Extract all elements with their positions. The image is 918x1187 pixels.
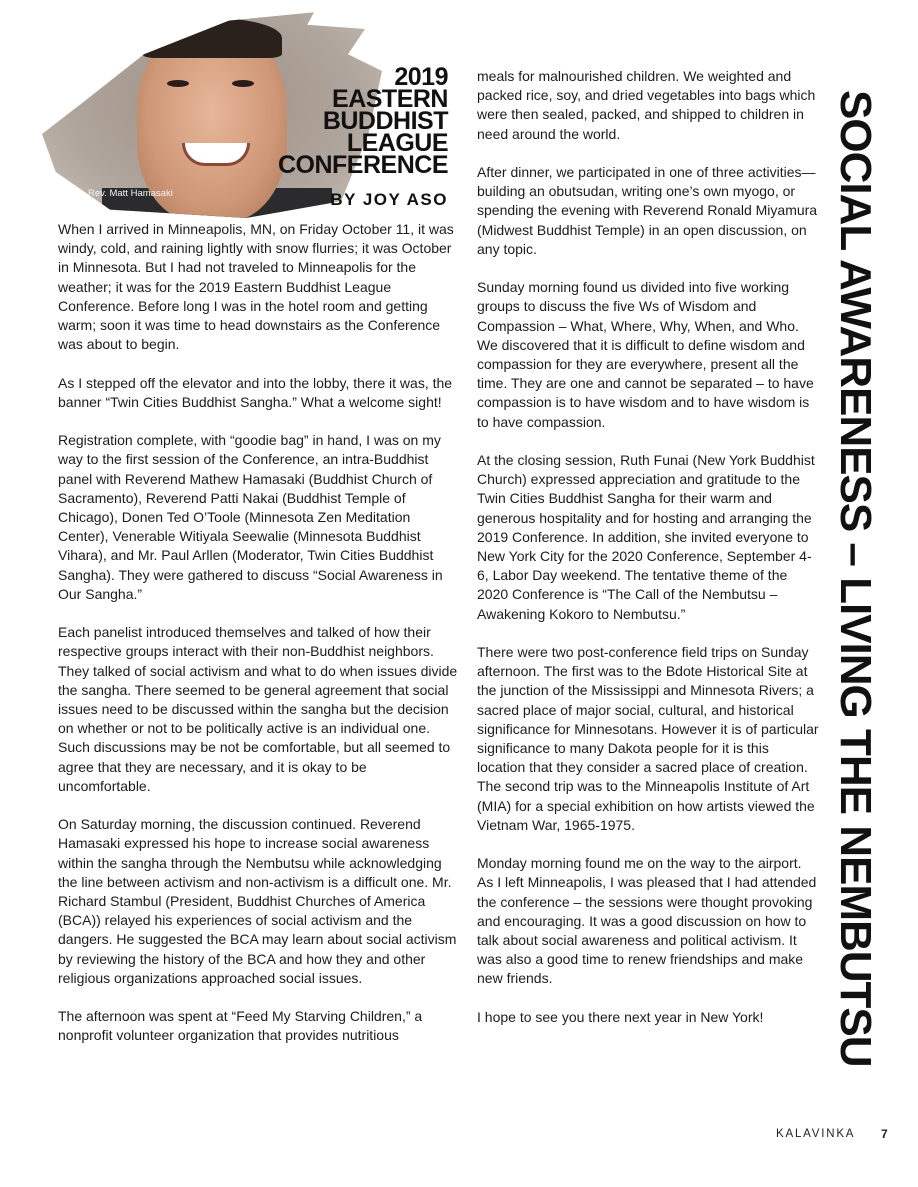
photo-eye [167, 80, 189, 87]
publication-name: KALAVINKA [776, 1128, 856, 1140]
title-line: 2019 [394, 63, 448, 91]
title-line: EASTERN [332, 85, 448, 113]
photo-caption: Rev. Matt Hamasaki [88, 188, 173, 199]
paragraph: At the closing session, Ruth Funai (New York Buddhist Church) expressed appreciation and gratitude to the Twin Cities Buddhist Sangha for their warm and generous hospitality and for hosting and arranging the 2019 Conference. In addition, she invited everyone to New York City for the 2020 Conference, September 4-6, Labor Day weekend. The tentative theme of the 2020 Conference is “The Call of the Nembutsu – Awakening Kokoro to Nembutsu.” [477, 452, 815, 622]
byline: BY JOY ASO [330, 190, 448, 209]
paragraph: Each panelist introduced themselves and talked of how their respective groups interact with their non-Buddhist neighbors. They talked of social activism and what to do when issues divide the sangha. There seemed to be general agreement that social issues need to be discussed within the sangha but the decision on whether or not to be politically active is an individual one. Such discussions may be not be comfortable, but all seemed to agree that they are necessary, and it is okay to be uncomfortable. [58, 624, 458, 794]
article-title [277, 63, 448, 179]
title-line: CONFERENCE [277, 151, 448, 179]
paragraph: The afternoon was spent at “Feed My Starving Children,” a nonprofit volunteer organization that provides nutritious [58, 1008, 423, 1044]
paragraph: Registration complete, with “goodie bag” in hand, I was on my way to the first session of the Conference, an intra-Buddhist panel with Reverend Mathew Hamasaki (Buddhist Church of Sacramento), Reverend Patti Nakai (Buddhist Temple of Chicago), Donen Ted O’Toole (Minnesota Zen Meditation Center), Venerable Witiyala Seewalie (Minnesota Buddhist Vihara), and Mr. Paul Arllen (Moderator, Twin Cities Buddhist Sangha). They were gathered to discuss “Social Awareness in Our Sangha.” [58, 432, 443, 602]
paragraph: meals for malnourished children. We weighted and packed rice, soy, and dried vegetables into bags which were then sealed, packed, and shipped to children in need around the world. [477, 68, 816, 142]
left-column [58, 220, 458, 1065]
paragraph: I hope to see you there next year in New York! [477, 1008, 764, 1025]
paragraph: There were two post-conference field trips on Sunday afternoon. The first was to the Bdote Historical Site at the junction of the Mississippi and Minnesota Rivers; a sacred place of major social, cultural, and historical significance for Minnesotans. However it is of particular significance to many Dakota people for it is this location that they consider a sacred place of creation. The second trip was to the Minneapolis Institute of Art (MIA) for a special exhibition on how artists viewed the Vietnam War, 1965-1975. [477, 644, 819, 833]
page-number: 7 [881, 1127, 888, 1141]
title-line: BUDDHIST [322, 107, 448, 135]
right-column [477, 67, 819, 1046]
photo-hair [142, 18, 282, 58]
paragraph: As I stepped off the elevator and into the lobby, there it was, the banner “Twin Cities Buddhist Sangha.” What a welcome sight! [58, 374, 453, 410]
paragraph: Sunday morning found us divided into five working groups to discuss the five Ws of Wisdom and Compassion – What, Where, Why, When, and Who. We discovered that it is difficult to define wisdom and compassion for they are everywhere, present all the time. They are one and cannot be separated – to have compassion is to have wisdom and to have wisdom is to have compassion. [477, 279, 814, 430]
title-line: LEAGUE [346, 129, 448, 157]
paragraph: Monday morning found me on the way to the airport. As I left Minneapolis, I was pleased that I had attended the conference – the sessions were thought provoking and encouraging. It was a good discussion on how to talk about social awareness and political activism. It was also a good time to renew friendships and make new friends. [477, 855, 817, 987]
side-title: SOCIAL AWARENESS – LIVING THE NEMBUTSU [831, 90, 880, 1067]
photo-eye [232, 80, 254, 87]
paragraph: On Saturday morning, the discussion continued. Reverend Hamasaki expressed his hope to increase social awareness within the sangha through the Nembutsu while acknowledging the line between activism and non-activism is a difficult one. Mr. Richard Stambul (President, Buddhist Churches of America (BCA)) relayed his experiences of social activism and the dangers. He suggested the BCA may learn about social activism by reviewing the history of the BCA and how they and other religious organizations approached social issues. [58, 816, 457, 986]
paragraph: After dinner, we participated in one of three activities— building an obutsudan, writing one’s own myogo, or spending the evening with Reverend Ronald Miyamura (Midwest Buddhist Temple) in an open discussion, on any topic. [477, 164, 818, 257]
paragraph: When I arrived in Minneapolis, MN, on Friday October 11, it was windy, cold, and raining lightly with snow flurries; it was October in Minnesota. But I had not traveled to Minneapolis for the weather; it was for the 2019 Eastern Buddhist League Conference. Before long I was in the hotel room and getting warm; soon it was time to head downstairs as the Conference was about to begin. [58, 221, 454, 353]
